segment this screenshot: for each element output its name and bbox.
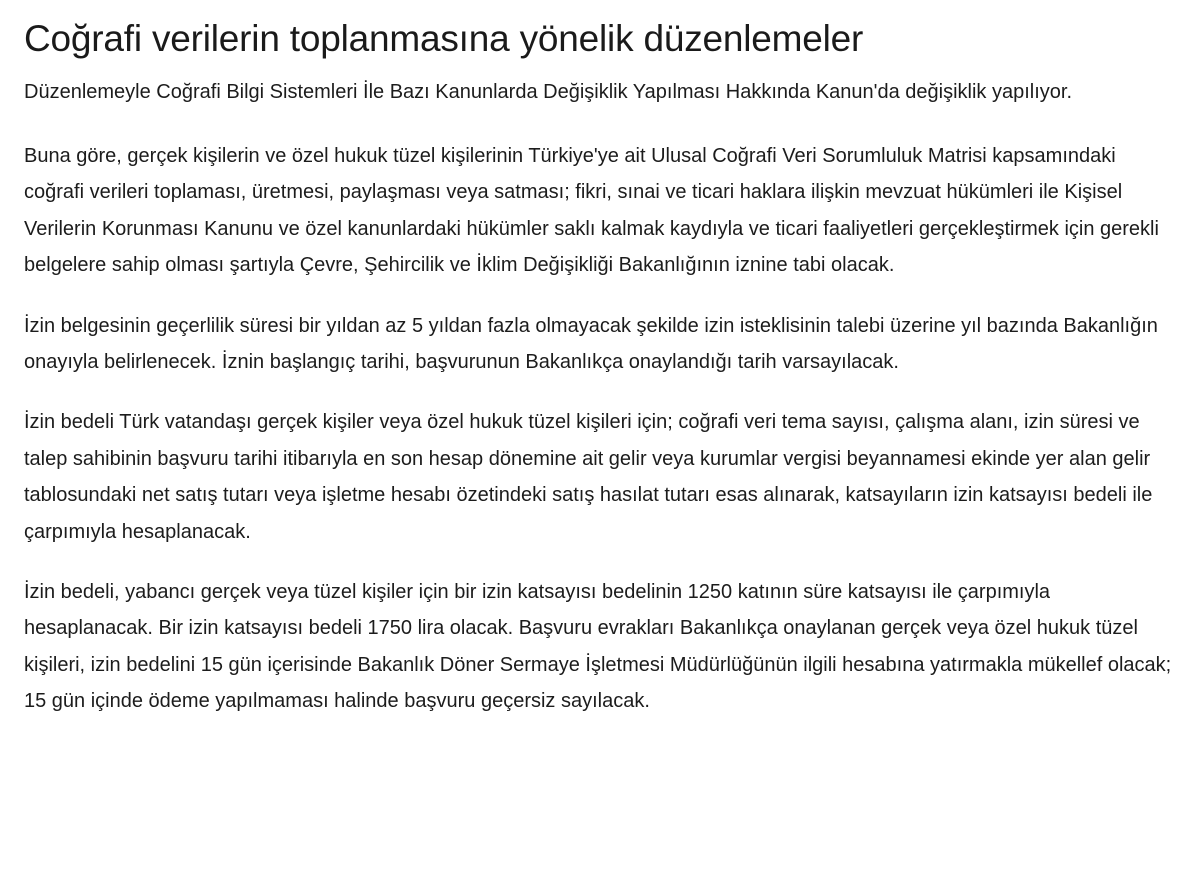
article-headline: Coğrafi verilerin toplanmasına yönelik düzenlemeler [24, 18, 864, 59]
article-paragraph-4: İzin bedeli, yabancı gerçek veya tüzel kişiler için bir izin katsayısı bedelinin 1250 katının süre katsayısı ile çarpımıyla hesaplanacak. Bir izin katsayısı bedeli 1750 lira olacak. Başvuru evrakları Bakanlıkça onaylanan gerçek veya özel hukuk tüzel kişileri, izin bedelini 15 gün içerisinde Bakanlık Döner Sermaye İşletmesi Müdürlüğünün ilgili hesabına yatırmakla mükellef olacak; 15 gün içinde ödeme yapılmaması halinde başvuru geçersiz sayılacak. [24, 581, 1172, 713]
article-paragraph-3: İzin bedeli Türk vatandaşı gerçek kişiler veya özel hukuk tüzel kişileri için; coğrafi veri tema sayısı, çalışma alanı, izin süresi ve talep sahibinin başvuru tarihi itibarıyla en son hesap dönemine ait gelir veya kurumlar vergisi beyannamesi ekinde yer alan gelir tablosundaki net satış tutarı veya işletme hesabı özetindeki satış hasılat tutarı esas alınarak, katsayıların izin katsayısı bedeli ile çarpımıyla hesaplanacak. [24, 411, 1153, 543]
article-paragraph-2: İzin belgesinin geçerlilik süresi bir yıldan az 5 yıldan fazla olmayacak şekilde izin isteklisinin talebi üzerine yıl bazında Bakanlığın onayıyla belirlenecek. İznin başlangıç tarihi, başvurunun Bakanlıkça onaylandığı tarih varsayılacak. [24, 314, 1158, 374]
article-lead-paragraph: Düzenlemeyle Coğrafi Bilgi Sistemleri İle Bazı Kanunlarda Değişiklik Yapılması Hakkında Kanun'da değişiklik yapılıyor. [24, 81, 1073, 103]
article-paragraph-1: Buna göre, gerçek kişilerin ve özel hukuk tüzel kişilerinin Türkiye'ye ait Ulusal Coğrafi Veri Sorumluluk Matrisi kapsamındaki coğrafi verileri toplaması, üretmesi, paylaşması veya satması; fikri, sınai ve ticari haklara ilişkin mevzuat hükümleri ile Kişisel Verilerin Korunması Kanunu ve özel kanunlardaki hükümler saklı kalmak kaydıyla ve ticari faaliyetleri gerçekleştirmek için gerekli belgelere sahip olması şartıyla Çevre, Şehircilik ve İklim Değişikliği Bakanlığının iznine tabi olacak. [24, 145, 1159, 277]
